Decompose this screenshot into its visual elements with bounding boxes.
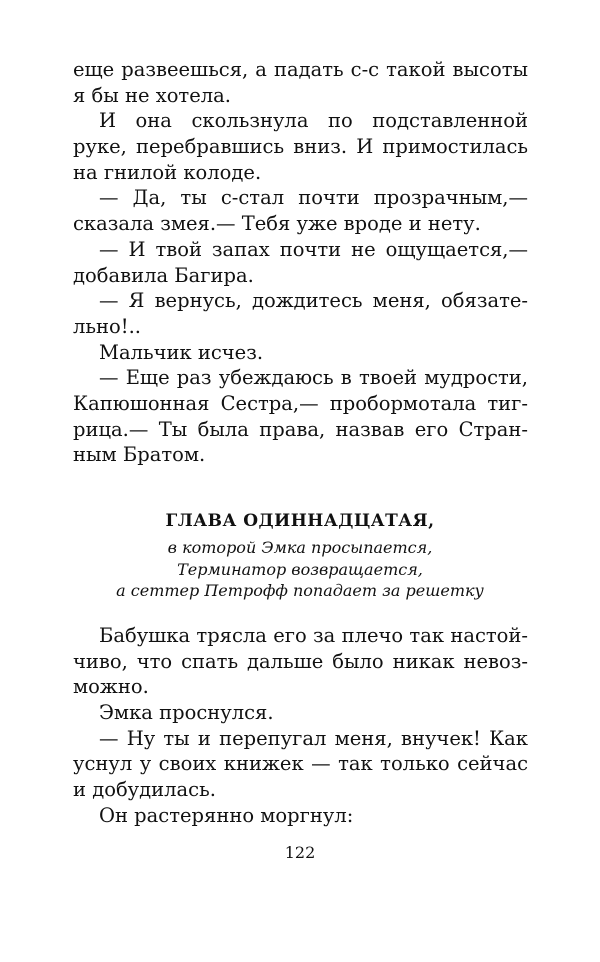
text-line: и добудилась. [73, 778, 216, 802]
text-line: уснул у своих книжек — так только сейчас [73, 752, 528, 776]
body-text-bottom [73, 623, 528, 829]
text-line: — Ну ты и перепугал меня, внучек! Как [99, 726, 528, 750]
text-line: — Да, ты с-стал почти прозрачным,— [99, 186, 528, 210]
text-line: Бабушка трясла его за плечо так настой- [99, 624, 528, 647]
text-line: рица.— Ты была права, назвав его Стран- [73, 417, 528, 441]
text-line: — Я вернусь, дождитесь меня, обязате- [99, 289, 528, 313]
page-number: 122 [284, 843, 316, 862]
text-line: Эмка проснулся. [99, 701, 274, 725]
text-line: еще развеешься, а падать с-с такой высоты [73, 58, 528, 81]
text-line: я бы не хотела. [73, 83, 231, 107]
chapter-subtitle-line: а сеттер Петрофф попадает за решетку [116, 581, 484, 600]
body-text-top [73, 57, 528, 468]
text-line: — Еще раз убеждаюсь в твоей мудрости, [99, 366, 528, 390]
chapter-subtitle-line: Терминатор возвращается, [177, 559, 423, 579]
text-line: Капюшонная Сестра,— пробормотала тиг- [73, 391, 528, 415]
text-line: руке, перебравшись вниз. И примостилась [73, 135, 528, 159]
chapter-subtitle-line: в которой Эмка просыпается, [167, 538, 433, 557]
text-line: Он растерянно моргнул: [99, 803, 354, 827]
text-line: льно!.. [73, 314, 141, 338]
chapter-subtitle [0, 537, 600, 602]
text-line: И она скользнула по подставленной [99, 109, 528, 133]
text-line: сказала змея.— Тебя уже вроде и нету. [73, 212, 481, 236]
text-line: — И твой запах почти не ощущается,— [99, 237, 528, 261]
text-line: чиво, что спать дальше было никак невоз- [73, 649, 528, 673]
text-line: Мальчик исчез. [99, 340, 264, 364]
text-line: ным Братом. [73, 443, 206, 467]
text-line: можно. [73, 675, 149, 699]
text-line: на гнилой колоде. [73, 160, 262, 184]
chapter-title: ГЛАВА ОДИННАДЦАТАЯ, [165, 511, 435, 531]
text-line: добавила Багира. [73, 263, 254, 287]
